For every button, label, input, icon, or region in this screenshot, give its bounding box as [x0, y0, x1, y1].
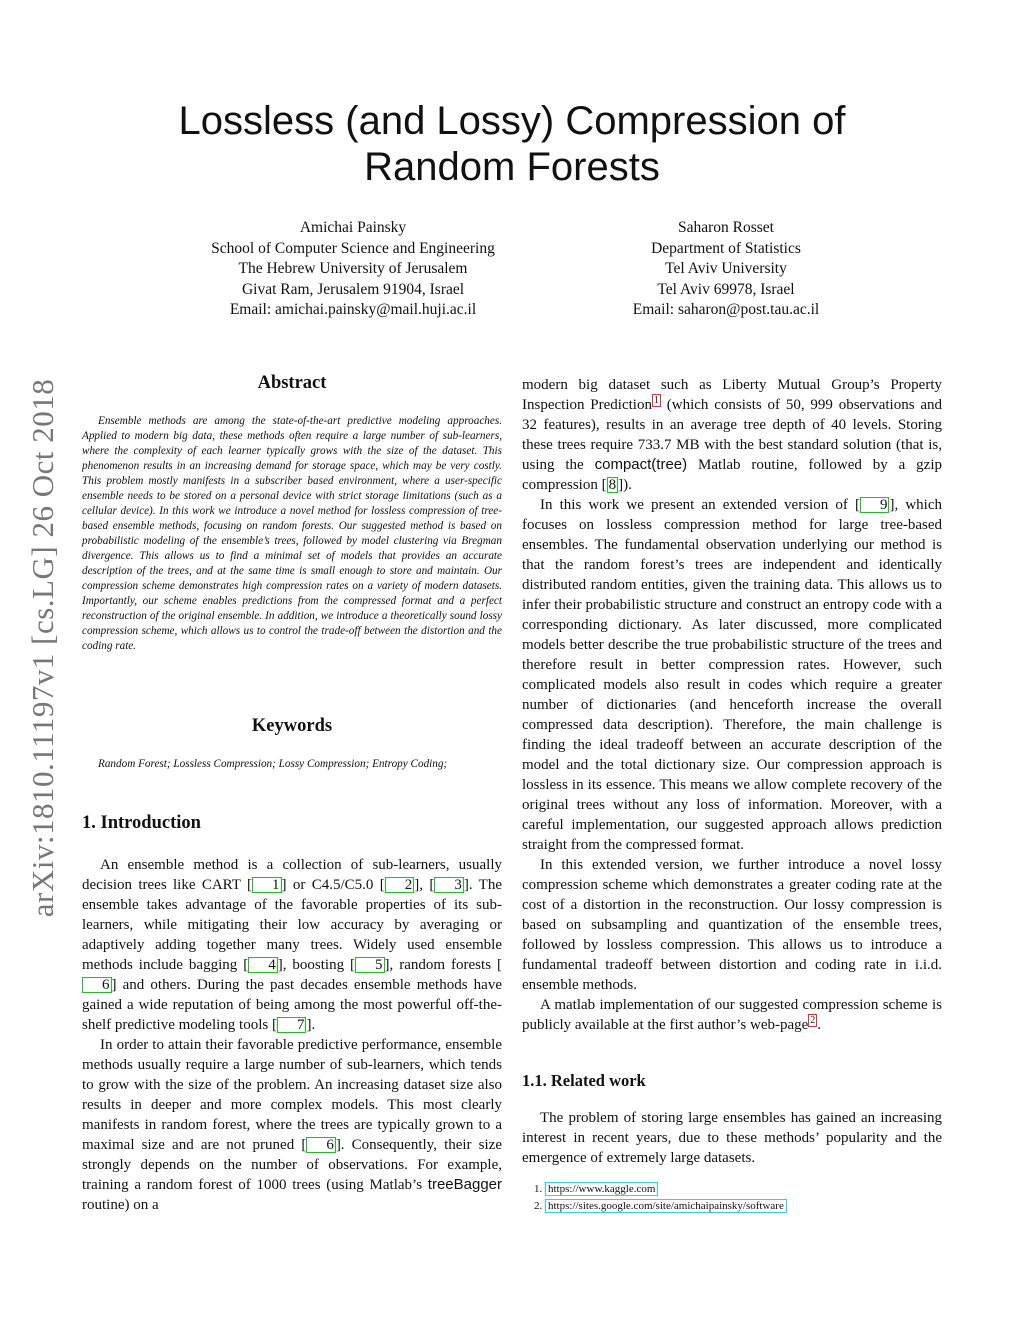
paragraph: An ensemble method is a collection of sub-learners, usually decision trees like CART [ 1 ] or C4.5/C5.0 [ 2 ], [ 3 ]. The ensemble takes advantage of the favorable properties of its sub-learners, while mitigating their low accuracy by averaging or adaptively adding together many trees. Widely used ensemble methods include bagging [ 4 ], boosting [ 5 ], random forests [6 ] and others. During the past decades ensemble methods have gained a wide reputation of being among the most powerful off-the-shelf predictive modeling tools [ 7 ].	[82, 857, 502, 1033]
paragraph: In this extended version, we further introduce a novel lossy compression scheme which demonstrates a greater coding rate at the cost of a distortion in the reconstruction. Our lossy compression is based on subsampling and quantization of the ensemble trees, followed by lossless compression. This allows us to introduce a fundamental tradeoff between distortion and coding rate in i.i.d. ensemble methods.	[522, 857, 942, 993]
citation-link[interactable]: 2	[385, 877, 415, 893]
author-address: Tel Aviv 69978, Israel	[657, 280, 795, 298]
paragraph: In order to attain their favorable predictive performance, ensemble methods usually require a large number of sub-learners, which tends to grow with the size of the problem. An increasing dataset size also results in deeper and more complex models. This most clearly manifests in random forest, where the trees are typically grown to a maximal size and are not pruned [ 6 ]. Consequently, their size strongly depends on the number of observations. For example, training a random forest of 1000 trees (using Matlab’s treeBagger routine) on a	[82, 1037, 502, 1213]
abstract-heading: Abstract	[257, 373, 327, 393]
author-block-1	[190, 218, 516, 321]
footnote-number: 2.	[534, 1200, 543, 1212]
author-affiliation: Tel Aviv University	[665, 260, 787, 277]
footnote-item	[534, 1181, 787, 1198]
footnote-item	[534, 1198, 787, 1215]
citation-link[interactable]: 9	[860, 497, 890, 513]
citation-link[interactable]: 8	[608, 477, 617, 493]
footnotes	[534, 1181, 787, 1215]
paragraph: In this work we present an extended version of [ 9 ], which focuses on lossless compression method for large tree-based ensembles. The fundamental observation underlying our method is that the random forest’s trees are independent and identically distributed random entities, given the training data. This allows us to infer their probabilistic structure and construct an entropy code with a corresponding dictionary. As later discussed, more complicated models better describe the true probabilistic structure of the trees and therefore result in better compression rates. However, such complicated models also result in codes which require a greater number of dictionaries (and henceforth increase the overall compressed data description). Therefore, the main challenge is finding the ideal tradeoff between an accurate description of the model and the total dictionary size. Our compression approach is lossless in its essence. This means we allow complete recovery of the original trees without any loss of information. Moreover, with a careful implementation, our suggested approach allows prediction straight from the compressed format.	[522, 497, 943, 853]
author-affiliation: School of Computer Science and Engineering	[211, 239, 495, 257]
citation-link[interactable]: 6	[306, 1137, 336, 1153]
related-work-text: The problem of storing large ensembles has gained an increasing interest in recent years, due to these methods’ popularity and the emergence of extremely large datasets.	[522, 1110, 942, 1166]
author-address: Givat Ram, Jerusalem 91904, Israel	[241, 280, 465, 298]
author-affiliation: Department of Statistics	[651, 239, 801, 257]
paragraph: modern big dataset such as Liberty Mutual Group’s Property Inspection Prediction $^1$ (which consists of 50, 999 observations and 32 features), results in an average tree depth of 40 levels. Storing these trees require 733.7 MB with the best standard solution (that is, using the compact(tree) Matlab routine, followed by a gzip compression [ 8 ]).	[522, 377, 942, 493]
author-block-2	[590, 218, 862, 321]
citation-link[interactable]: 1	[252, 877, 282, 893]
related-work-heading: 1.1. Related work	[522, 1071, 646, 1090]
author-email[interactable]: Email: saharon@post.tau.ac.il	[632, 301, 820, 318]
citation-link[interactable]: 4	[248, 957, 278, 973]
footnote-number: 1.	[534, 1183, 543, 1195]
abstract-text: Ensemble methods are among the state-of-the-art predictive modeling approaches. Applied to modern big data, these methods often require a large number of sub-learners, where the complexity of each learner typically grows with the size of the dataset. This phenomenon results in an increasing demand for storage space, which may be very costly. This problem mostly manifests in a subscriber based environment, where a user-specific ensemble needs to be stored on a personal device with strict storage limitations (such as a cellular device). In this work we introduce a novel method for lossless compression of tree-based ensemble methods, focusing on random forests. Our suggested method is based on probabilistic modeling of the ensemble’s trees, followed by model clustering via Bregman divergence. This allows us to find a minimal set of models that provides an accurate description of the trees, and at the same time is small enough to store and maintain. Our compression scheme demonstrates high compression rates on a variety of modern datasets. Importantly, our scheme enables predictions from the compressed format and a perfect reconstruction of the original ensemble. In addition, we introduce a theoretically sound lossy compression scheme, which allows us to control the trade-off between the distortion and the coding rate.	[82, 415, 502, 652]
author-email[interactable]: Email: amichai.painsky@mail.huji.ac.il	[229, 301, 477, 318]
author-affiliation: The Hebrew University of Jerusalem	[238, 260, 468, 277]
citation-link[interactable]: 5	[355, 957, 385, 973]
paragraph: A matlab implementation of our suggested compression scheme is publicly available at the first author’s web-page $^2$ .	[522, 997, 942, 1033]
keywords-text: Random Forest; Lossless Compression; Lossy Compression; Entropy Coding;	[98, 758, 448, 770]
author-name: Saharon Rosset	[677, 219, 774, 236]
introduction-body	[82, 855, 502, 1215]
right-column-body	[522, 375, 942, 1035]
author-name: Amichai Painsky	[299, 219, 407, 236]
footnote-marker[interactable]: 2	[810, 1015, 816, 1026]
footnote-url[interactable]: https://www.kaggle.com	[545, 1182, 658, 1196]
introduction-heading: 1. Introduction	[82, 813, 201, 833]
keywords-heading: Keywords	[251, 716, 333, 736]
citation-link[interactable]: 3	[434, 877, 464, 893]
citation-link[interactable]: 7	[277, 1017, 307, 1033]
footnote-url[interactable]: https://sites.google.com/site/amichaipainsky/software	[545, 1199, 787, 1213]
code-identifier: treeBagger	[427, 1176, 502, 1193]
arxiv-identifier: arXiv:1810.11197v1 [cs.LG] 26 Oct 2018	[25, 378, 60, 918]
code-identifier: compact(tree)	[594, 456, 688, 473]
footnote-marker[interactable]: 1	[653, 395, 659, 406]
citation-link[interactable]: 6	[82, 977, 112, 993]
paper-title: Lossless (and Lossy) Compression of Random Forests	[178, 99, 846, 189]
